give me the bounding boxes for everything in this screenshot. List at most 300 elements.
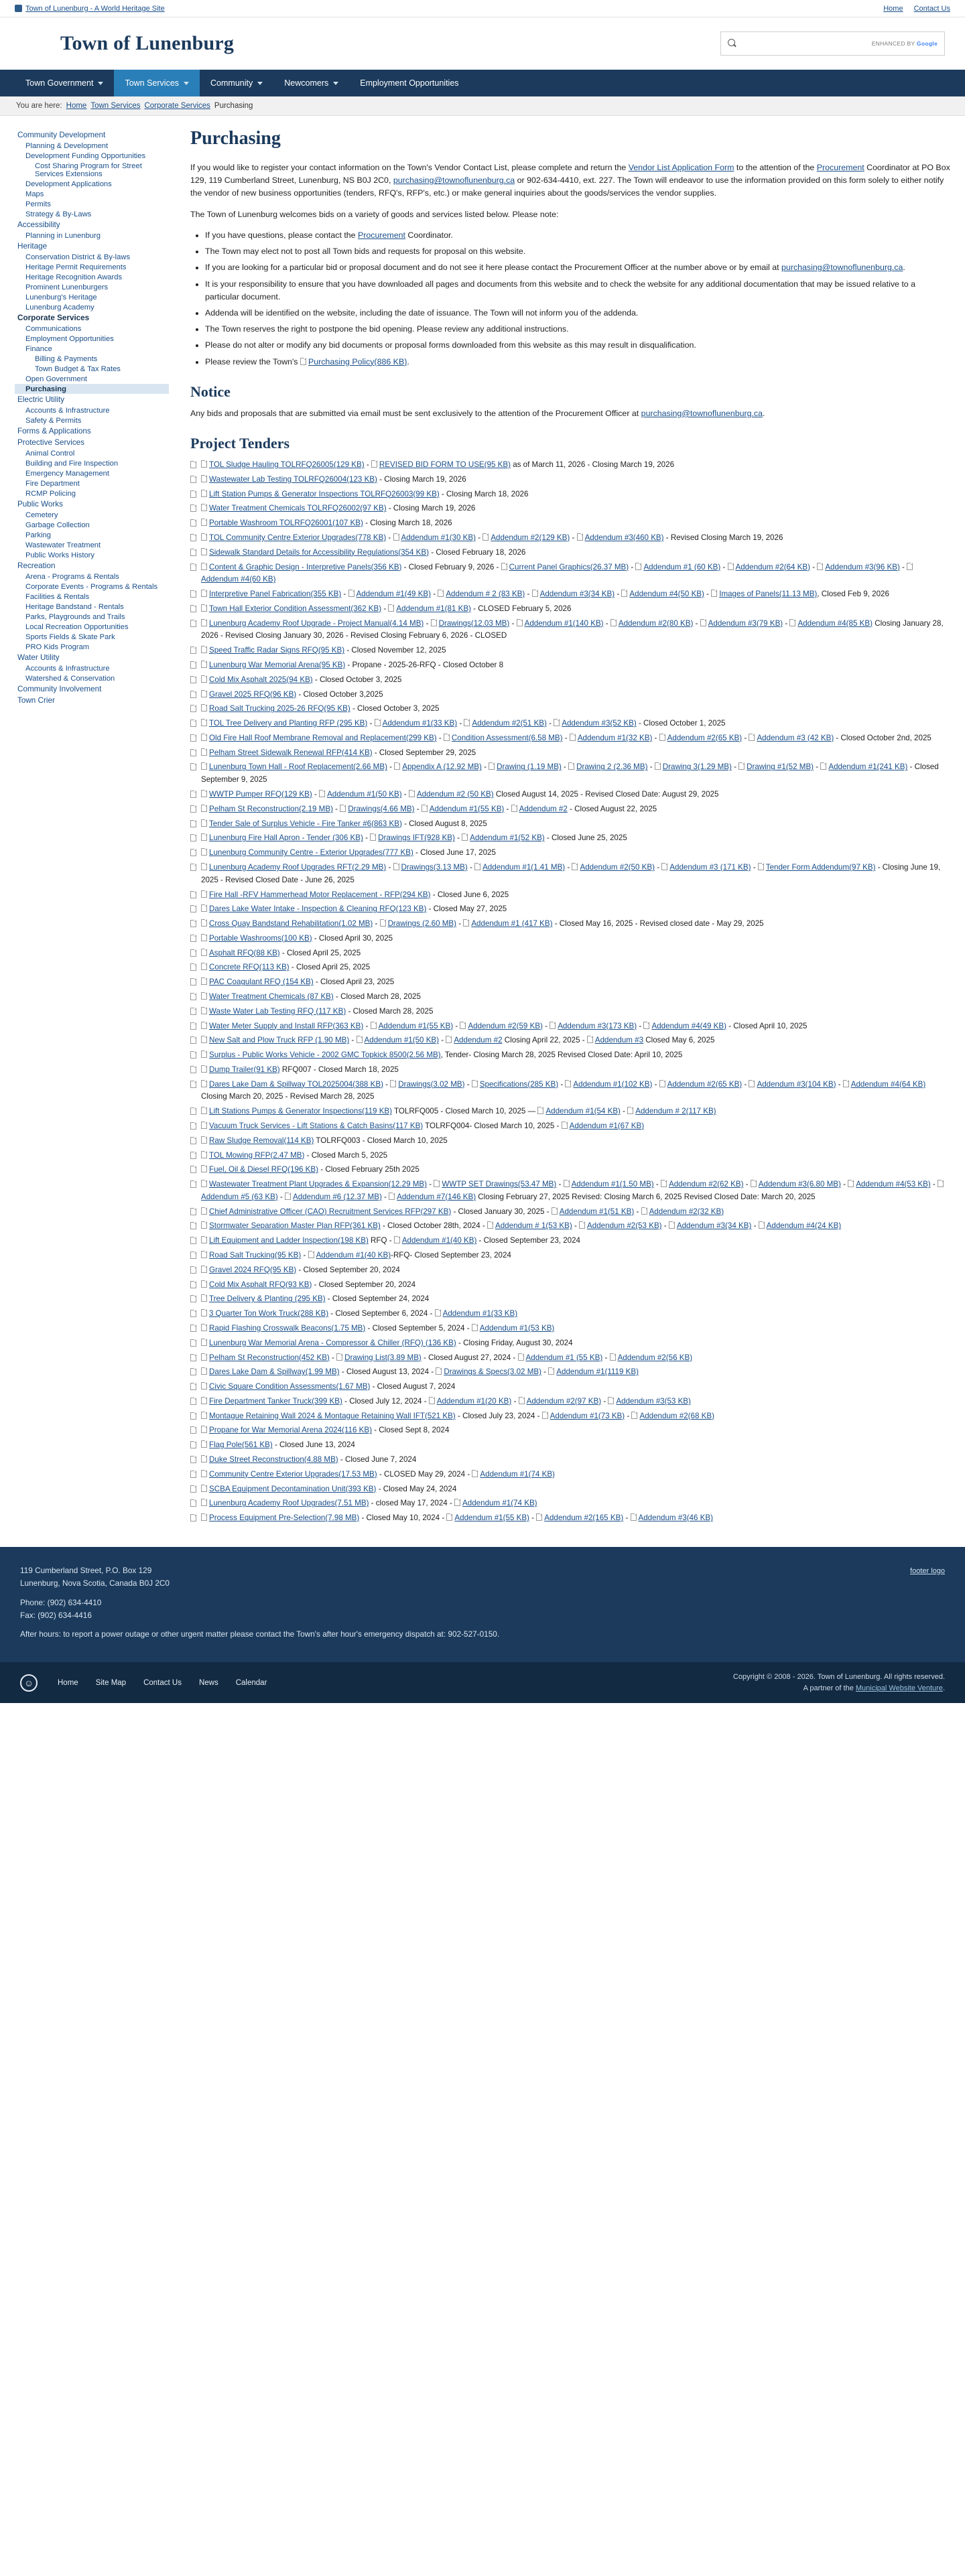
sidebar-item-development-funding-opportunities[interactable]	[15, 151, 169, 161]
list-item: • Addenda will be identified on the website, including the date of issuance. The Town will not inform you of the addenda.	[205, 307, 950, 320]
sidebar-item-public-works-history[interactable]	[15, 550, 169, 560]
tender-document-link[interactable]: Addendum #1(52 KB)	[470, 833, 545, 843]
sidebar-item-permits[interactable]	[15, 199, 169, 209]
tender-document-link[interactable]: Addendum #2(51 KB)	[472, 719, 547, 728]
tender-document-link[interactable]: Portable Washroom TOLRFQ26001(107 KB)	[209, 519, 363, 528]
tender-document-link[interactable]: Addendum #3(173 KB)	[558, 1021, 637, 1030]
tender-document-link[interactable]: Pelham St Reconstruction(452 KB)	[209, 1353, 330, 1362]
utility-link-home[interactable]: Home	[883, 4, 903, 13]
site-brand-link[interactable]	[15, 5, 165, 13]
tender-document-link[interactable]: Addendum #2(56 KB)	[617, 1353, 693, 1362]
tender-document-link[interactable]: Raw Sludge Removal(114 KB)	[209, 1136, 314, 1145]
footer-logo-alt-text[interactable]: footer logo	[910, 1566, 945, 1575]
tender-list-item	[190, 1206, 950, 1219]
tender-document-link[interactable]: Addendum #2 (50 KB)	[416, 790, 494, 799]
tender-document-link[interactable]: Old Fire Hall Roof Membrane Removal and Replacement(299 KB)	[209, 733, 437, 742]
footer-link-site-map[interactable]: Site Map	[95, 1678, 127, 1687]
tender-document-link[interactable]: Addendum #2(62 KB)	[668, 1180, 744, 1189]
tender-list-item	[190, 659, 950, 672]
tender-document-link[interactable]: Addendum # 1(53 KB)	[495, 1221, 572, 1231]
tender-document-link[interactable]: Addendum #1(1119 KB)	[556, 1367, 639, 1377]
project-tenders-list	[190, 459, 950, 1525]
tender-document-link[interactable]: Pelham St Reconstruction(2.19 MB)	[209, 804, 333, 813]
partner-prefix: A partner of the	[803, 1684, 856, 1692]
purchasing-email-link[interactable]: purchasing@townoflunenburg.ca	[393, 176, 515, 186]
pdf-icon	[201, 690, 207, 697]
tender-document-link[interactable]: Water Treatment Chemicals (87 KB)	[209, 992, 334, 1001]
sidebar-item-corporate-events-programs-rentals[interactable]	[15, 582, 169, 592]
search-icon	[728, 39, 737, 48]
tender-document-link[interactable]: Civic Square Condition Assessments(1.67 MB)	[209, 1382, 371, 1392]
tender-document-link[interactable]: Addendum #2(165 KB)	[544, 1513, 624, 1523]
tender-document-link[interactable]: Drawing (1.19 MB)	[497, 762, 562, 772]
tender-document-link[interactable]: PAC Coagulant RFQ (154 KB)	[209, 977, 314, 987]
sidebar-item-label: Planning & Development	[25, 141, 109, 150]
tender-document-link[interactable]: Addendum #2(32 KB)	[649, 1207, 724, 1216]
tender-document-link[interactable]: Drawings(4.66 MB)	[348, 804, 415, 813]
sidebar-item-recreation[interactable]	[15, 560, 169, 571]
tender-document-link[interactable]: Portable Washrooms(100 KB)	[209, 933, 312, 943]
tender-document-link[interactable]: WWTP SET Drawings(53.47 MB)	[442, 1180, 557, 1189]
tender-list-item	[190, 732, 950, 745]
tender-document-link[interactable]: Addendum #1(74 KB)	[480, 1469, 555, 1479]
sidebar-item-accessibility[interactable]	[15, 219, 169, 230]
tender-document-link[interactable]: Content & Graphic Design - Interpretive Panels(356 KB)	[209, 562, 402, 571]
sidebar-item-finance[interactable]	[15, 344, 169, 354]
tender-document-link[interactable]: Addendum #2	[519, 804, 568, 813]
sidebar-item-watershed-conservation[interactable]	[15, 673, 169, 683]
tender-document-link[interactable]: TOL Sludge Hauling TOLRFQ26005(129 KB)	[209, 460, 365, 470]
tender-document-link[interactable]: Addendum #1(1.50 MB)	[571, 1180, 654, 1189]
breadcrumb-item-corporate-services[interactable]: Corporate Services	[144, 102, 210, 110]
pdf-icon	[201, 604, 207, 612]
tender-document-link[interactable]: Addendum #2(59 KB)	[468, 1021, 543, 1030]
tender-document-link[interactable]: Lunenburg Fire Hall Apron - Tender (306 KB)	[209, 833, 363, 843]
sidebar-item-purchasing[interactable]	[15, 384, 169, 394]
sidebar-item-lunenburg-academy[interactable]	[15, 302, 169, 312]
sidebar-item-parking[interactable]	[15, 530, 169, 540]
pdf-icon	[562, 1122, 568, 1129]
tender-document-link[interactable]: Dares Lake Dam & Spillway TOL2025004(388 KB)	[209, 1079, 383, 1089]
tender-text: TOL Mowing RFP(2.47 MB) - Closed March 5, 2025	[201, 1151, 387, 1160]
municipal-website-venture-link[interactable]: Municipal Website Venture	[855, 1684, 943, 1692]
sidebar-item-safety-permits[interactable]	[15, 415, 169, 425]
purchasing-email-link-3[interactable]: purchasing@townoflunenburg.ca	[641, 408, 763, 418]
tender-document-link[interactable]: Vacuum Truck Services - Lift Stations & Catch Basins(117 KB)	[209, 1122, 424, 1130]
tender-document-link[interactable]: 3 Quarter Ton Work Truck(288 KB)	[209, 1309, 329, 1318]
procurement-link[interactable]: Procurement	[816, 163, 864, 172]
tender-list-item	[190, 488, 950, 501]
tender-document-link[interactable]: Dares Lake Dam & Spillway(1.99 MB)	[209, 1367, 340, 1377]
sidebar-item-accounts-infrastructure[interactable]	[15, 663, 169, 673]
sidebar-item-sports-fields-skate-park[interactable]	[15, 632, 169, 642]
utility-link-contact-us[interactable]: Contact Us	[913, 4, 950, 13]
chevron-down-icon	[333, 82, 338, 85]
tender-document-link[interactable]: Sidewalk Standard Details for Accessibility Regulations(354 KB)	[209, 547, 430, 557]
tender-list-item	[190, 1396, 950, 1408]
tender-document-link[interactable]: Tender Sale of Surplus Vehicle - Fire Tanker #6(863 KB)	[209, 819, 402, 828]
tender-text: Rapid Flashing Crosswalk Beacons(1.75 MB) - Closed September 5, 2024 - Addendum #1(53 KB)	[201, 1324, 554, 1333]
sidebar-item-communications[interactable]	[15, 324, 169, 334]
tender-document-link[interactable]: Addendum #3 (171 KB)	[669, 862, 751, 872]
sidebar-item-facilities-rentals[interactable]	[15, 592, 169, 602]
sidebar-item-prominent-lunenburgers[interactable]	[15, 282, 169, 292]
tender-document-link[interactable]: Cross Quay Bandstand Rehabilitation(1.02 MB)	[209, 919, 373, 929]
tender-document-link[interactable]: Images of Panels(11.13 MB)	[719, 590, 818, 599]
tender-document-link[interactable]: Dump Trailer(91 KB)	[209, 1065, 280, 1074]
list-item: • Please do not alter or modify any bid documents or proposal forms downloaded from this website as this may result in disqualification.	[205, 339, 950, 352]
sidebar-item-strategy-by-laws[interactable]	[15, 209, 169, 219]
pdf-icon	[389, 1193, 395, 1200]
tender-document-link[interactable]: Addendum #4(49 KB)	[651, 1021, 726, 1030]
tender-document-link[interactable]: Road Salt Trucking(95 KB)	[209, 1251, 302, 1260]
tender-document-link[interactable]: Addendum #3(96 KB)	[825, 562, 900, 571]
tender-document-link[interactable]: Wastewater Treatment Plant Upgrades & Expansion(12.29 MB)	[209, 1180, 427, 1189]
pdf-icon	[375, 719, 381, 726]
pdf-icon	[661, 1180, 667, 1187]
tender-document-link[interactable]: Addendum #1(53 KB)	[479, 1323, 555, 1333]
tender-document-link[interactable]: Stormwater Separation Master Plan RFP(361 KB)	[209, 1221, 381, 1231]
tender-document-link[interactable]: Addendum #1(20 KB)	[436, 1396, 512, 1406]
tender-document-link[interactable]: SCBA Equipment Decontamination Unit(393 KB)	[209, 1484, 377, 1493]
tender-document-link[interactable]: Concrete RFQ(113 KB)	[209, 963, 290, 972]
tender-document-link[interactable]: Waste Water Lab Testing RFQ (117 KB)	[209, 1006, 346, 1016]
tender-document-link[interactable]: Process Equipment Pre-Selection(7.98 MB)	[209, 1513, 360, 1523]
nav-item-town-government[interactable]	[15, 70, 114, 96]
tender-text: Civic Square Condition Assessments(1.67 MB) - Closed August 7, 2024	[201, 1382, 455, 1391]
pdf-icon	[190, 1137, 196, 1144]
tender-document-link[interactable]: Addendum #1(241 KB)	[828, 762, 908, 772]
pdf-icon	[201, 1221, 207, 1229]
tender-document-link[interactable]: Lunenburg Academy Roof Upgrades(7.51 MB)	[209, 1499, 369, 1508]
tender-document-link[interactable]: Addendum #1(67 KB)	[569, 1122, 645, 1130]
tender-document-link[interactable]: Addendum # 2(117 KB)	[635, 1107, 716, 1116]
tender-document-link[interactable]: Addendum #1 (55 KB)	[525, 1353, 603, 1362]
tender-document-link[interactable]: Addendum #1(81 KB)	[396, 604, 471, 613]
sidebar-item-maps[interactable]	[15, 189, 169, 199]
tender-list-item	[190, 618, 950, 643]
tender-document-link[interactable]: Addendum #4(85 KB)	[797, 618, 873, 628]
sidebar-item-heritage-permit-requirements[interactable]	[15, 262, 169, 272]
sidebar-item-cost-sharing-program-for-street-services-extensions[interactable]	[15, 161, 169, 179]
tender-document-link[interactable]: Tree Delivery & Planting (295 KB)	[209, 1294, 326, 1304]
tender-document-link[interactable]: Duke Street Reconstruction(4.88 MB)	[209, 1454, 338, 1464]
breadcrumb-item-town-services[interactable]: Town Services	[90, 102, 141, 110]
tender-document-link[interactable]: Pelham Street Sidewalk Renewal RFP(414 KB)	[209, 748, 373, 757]
tender-document-link[interactable]: Addendum #1(55 KB)	[454, 1513, 529, 1523]
pdf-icon	[542, 1412, 548, 1419]
nav-item-town-services[interactable]	[114, 70, 200, 96]
tender-document-link[interactable]: Flag Pole(561 KB)	[209, 1440, 273, 1450]
pdf-icon	[190, 993, 196, 1000]
tender-document-link[interactable]: Town Hall Exterior Condition Assessment(362 KB)	[209, 604, 382, 613]
tender-document-link[interactable]: TOL Mowing RFP(2.47 MB)	[209, 1150, 305, 1160]
breadcrumb-item-home[interactable]: Home	[66, 102, 87, 110]
sidebar-item-electric-utility[interactable]	[15, 394, 169, 405]
tender-document-link[interactable]: Addendum #4(60 KB)	[201, 575, 276, 584]
tender-document-link[interactable]: Addendum #4(50 KB)	[629, 590, 704, 599]
tender-document-link[interactable]: Addendum #1 (60 KB)	[643, 562, 721, 571]
sidebar-item-heritage-recognition-awards[interactable]	[15, 272, 169, 282]
tender-document-link[interactable]: Addendum #2(64 KB)	[735, 562, 810, 571]
sidebar-item-open-government[interactable]	[15, 374, 169, 384]
pdf-icon	[190, 1281, 196, 1288]
tender-document-link[interactable]: Rapid Flashing Crosswalk Beacons(1.75 MB)	[209, 1323, 366, 1333]
tender-document-link[interactable]: Addendum #3(104 KB)	[757, 1079, 836, 1089]
tender-document-link[interactable]: Addendum #2(80 KB)	[618, 618, 694, 628]
project-tenders-heading: Project Tenders	[190, 435, 290, 452]
tender-document-link[interactable]: Drawings(12.03 MB)	[438, 618, 510, 628]
accessibility-icon[interactable]: ☺	[20, 1674, 38, 1692]
tender-document-link[interactable]: Condition Assessment(6.58 MB)	[451, 733, 563, 742]
sidebar-item-label: Public Works History	[25, 551, 94, 559]
tender-document-link[interactable]: Addendum #3	[594, 1036, 644, 1045]
sidebar-item-heritage-bandstand-rentals[interactable]	[15, 602, 169, 612]
tender-list-item	[190, 947, 950, 960]
tender-document-link[interactable]: Lunenburg War Memorial Arena - Compressor & Chiller (RFQ) (136 KB)	[209, 1338, 456, 1347]
sidebar-item-arena-programs-rentals[interactable]	[15, 571, 169, 582]
nav-item-newcomers[interactable]	[273, 70, 349, 96]
nav-item-employment-opportunities[interactable]	[349, 70, 469, 96]
sidebar-item-protective-services[interactable]	[15, 437, 169, 448]
tender-document-link[interactable]: Addendum #4(24 KB)	[766, 1221, 842, 1231]
tender-document-link[interactable]: Addendum #1 (417 KB)	[471, 919, 553, 929]
tender-document-link[interactable]: Fuel, Oil & Diesel RFQ(196 KB)	[209, 1165, 319, 1174]
tender-document-link[interactable]: Gravel 2025 RFQ(96 KB)	[209, 689, 297, 699]
tender-document-link[interactable]: Cold Mix Asphalt RFQ(93 KB)	[209, 1280, 312, 1289]
tender-document-link[interactable]: Dares Lake Water Intake - Inspection & Cleaning RFQ(123 KB)	[209, 904, 427, 914]
sidebar-item-community-involvement[interactable]	[15, 683, 169, 695]
tender-document-link[interactable]: Addendum #3(34 KB)	[676, 1221, 752, 1231]
tender-document-link[interactable]: Addendum #1(33 KB)	[382, 719, 458, 728]
tender-document-link[interactable]: Community Centre Exterior Upgrades(17.53 MB)	[209, 1469, 377, 1479]
sidebar-item-billing-payments[interactable]	[15, 354, 169, 364]
tender-document-link[interactable]: Lunenburg Academy Roof Upgrades RFT(2.29 MB)	[209, 862, 387, 872]
sidebar-item-pro-kids-program[interactable]	[15, 642, 169, 652]
tender-document-link[interactable]: Addendum #1(40 KB)	[401, 1236, 477, 1245]
pdf-icon	[848, 1180, 854, 1187]
tender-document-link[interactable]: Addendum #1(50 KB)	[364, 1036, 440, 1045]
sidebar-item-community-development[interactable]	[15, 129, 169, 141]
tender-document-link[interactable]: Drawing 3(1.29 MB)	[662, 762, 732, 772]
pdf-icon	[938, 1180, 944, 1187]
tender-document-link[interactable]: Cold Mix Asphalt 2025(94 KB)	[209, 675, 313, 684]
tender-document-link[interactable]: Chief Administrative Officer (CAO) Recruitment Services RFP(297 KB)	[209, 1207, 452, 1216]
tender-document-link[interactable]: Tender Form Addendum(97 KB)	[765, 862, 876, 872]
sidebar-item-employment-opportunities[interactable]	[15, 334, 169, 344]
tender-document-link[interactable]: Lunenburg Community Centre - Exterior Upgrades(777 KB)	[209, 848, 413, 858]
tender-document-link[interactable]: Lunenburg War Memorial Arena(95 KB)	[209, 661, 346, 669]
tender-document-link[interactable]: Surplus - Public Works Vehicle - 2002 GMC Topkick 8500(2.56 MB)	[209, 1050, 441, 1060]
tender-document-link[interactable]: Fire Hall -RFV Hammerhead Motor Replacement - RFP(294 KB)	[209, 890, 431, 899]
tender-document-link[interactable]: Drawings & Specs(3.02 MB)	[444, 1367, 541, 1377]
sidebar-item-label: PRO Kids Program	[25, 642, 90, 651]
tender-document-link[interactable]: Addendum #1(32 KB)	[577, 733, 653, 742]
tender-document-link[interactable]: Addendum #1(55 KB)	[429, 804, 505, 813]
tender-document-link[interactable]: Addendum #3 (42 KB)	[757, 733, 834, 742]
tender-document-link[interactable]: Addendum #4(53 KB)	[856, 1180, 931, 1189]
tender-document-link[interactable]: Road Salt Trucking 2025-26 RFQ(95 KB)	[209, 704, 350, 714]
brand-link-label[interactable]: Town of Lunenburg - A World Heritage Site	[25, 4, 165, 13]
tender-text: Cold Mix Asphalt 2025(94 KB) - Closed October 3, 2025	[201, 675, 401, 684]
tender-document-link[interactable]: Addendum #1(50 KB)	[327, 790, 402, 799]
tender-document-link[interactable]: Current Panel Graphics(26.37 MB)	[509, 562, 629, 571]
tender-document-link[interactable]: Addendum #3(34 KB)	[539, 590, 615, 599]
sidebar-item-wastewater-treatment[interactable]	[15, 540, 169, 550]
tender-document-link[interactable]: Addendum #3(6.80 MB)	[758, 1180, 841, 1189]
tender-list-item	[190, 818, 950, 831]
tender-document-link[interactable]: Drawing #1(52 MB)	[747, 762, 814, 772]
sidebar-item-local-recreation-opportunities[interactable]	[15, 622, 169, 632]
footer-link-contact-us[interactable]: Contact Us	[143, 1678, 182, 1687]
tender-document-link[interactable]: Appendix A (12.92 MB)	[402, 762, 482, 772]
purchasing-policy-link[interactable]: Purchasing Policy(886 KB)	[308, 356, 407, 366]
sidebar-item-building-and-fire-inspection[interactable]	[15, 458, 169, 468]
tender-document-link[interactable]: Lift Equipment and Ladder Inspection(198 KB)	[209, 1236, 369, 1245]
sidebar-item-town-crier[interactable]	[15, 695, 169, 706]
footer-link-home[interactable]: Home	[58, 1678, 78, 1687]
tender-document-link[interactable]: Addendum #1(55 KB)	[378, 1021, 454, 1030]
tender-document-link[interactable]: Addendum #2(53 KB)	[587, 1221, 662, 1231]
tender-text: Portable Washroom TOLRFQ26001(107 KB) - Closing March 18, 2026	[201, 519, 452, 527]
tender-document-link[interactable]: Addendum #2(97 KB)	[526, 1396, 602, 1406]
pdf-icon	[454, 1499, 460, 1506]
tender-document-link[interactable]: Addendum #5 (63 KB)	[201, 1192, 278, 1201]
pdf-icon	[655, 762, 661, 770]
footer-link-calendar[interactable]: Calendar	[235, 1678, 267, 1687]
tender-document-link[interactable]: Drawings(3.02 MB)	[398, 1079, 465, 1089]
tender-document-link[interactable]: Addendum #3(46 KB)	[638, 1513, 713, 1523]
sidebar-item-cemetery[interactable]	[15, 510, 169, 520]
tender-text: Tender Sale of Surplus Vehicle - Fire Tanker #6(863 KB) - Closed August 8, 2025	[201, 819, 487, 828]
tender-document-link[interactable]: Addendum #1(40 KB)	[316, 1251, 391, 1260]
tender-document-link[interactable]: Addendum #1(49 KB)	[356, 590, 432, 599]
tender-document-link[interactable]: Gravel 2024 RFQ(95 KB)	[209, 1265, 297, 1274]
procurement-coordinator-link[interactable]: Procurement	[358, 230, 405, 240]
pdf-icon	[190, 720, 196, 727]
tender-document-link[interactable]: Lift Station Pumps & Generator Inspections TOLRFQ26003(99 KB)	[209, 489, 440, 498]
tender-document-link[interactable]: Addendum #1(73 KB)	[550, 1411, 625, 1420]
tender-document-link[interactable]: WWTP Pumper RFQ(129 KB)	[209, 790, 312, 799]
tender-document-link[interactable]: Addendum #1(33 KB)	[442, 1309, 518, 1318]
tender-document-link[interactable]: Addendum #2(65 KB)	[667, 733, 743, 742]
tender-document-link[interactable]: Montague Retaining Wall 2024 & Montague Retaining Wall IFT(521 KB)	[209, 1411, 456, 1420]
sidebar-item-emergency-management[interactable]	[15, 468, 169, 478]
tender-document-link[interactable]: Water Treatment Chemicals TOLRFQ26002(97 KB)	[209, 504, 387, 513]
tender-document-link[interactable]: Interpretive Panel Fabrication(355 KB)	[209, 590, 342, 599]
tender-document-link[interactable]: Addendum #2(68 KB)	[639, 1411, 714, 1420]
tender-document-link[interactable]: TOL Tree Delivery and Planting RFP (295 KB)	[209, 719, 368, 728]
tender-document-link[interactable]: Asphalt RFQ(88 KB)	[209, 948, 280, 957]
tender-document-link[interactable]: Addendum #3(460 KB)	[584, 533, 664, 542]
sidebar-item-conservation-district-by-laws[interactable]	[15, 252, 169, 262]
tender-document-link[interactable]: New Salt and Plow Truck RFP (1.90 MB)	[209, 1036, 350, 1045]
tender-document-link[interactable]: Addendum #1(51 KB)	[559, 1207, 635, 1216]
tender-document-link[interactable]: Addendum #1(74 KB)	[462, 1499, 537, 1508]
tender-document-link[interactable]: Water Meter Supply and Install RFP(363 KB)	[209, 1021, 364, 1030]
sidebar-item-label: Facilities & Rentals	[25, 592, 90, 601]
tender-document-link[interactable]: Addendum #3(52 KB)	[562, 719, 637, 728]
tender-document-link[interactable]: Drawing 2 (2.36 MB)	[576, 762, 648, 772]
tender-document-link[interactable]: Drawings(3.13 MB)	[401, 862, 468, 872]
tender-document-link[interactable]: Addendum #3(53 KB)	[616, 1396, 691, 1406]
sidebar-item-planning-development[interactable]	[15, 141, 169, 151]
tender-document-link[interactable]: Addendum #2(129 KB)	[491, 533, 570, 542]
nav-item-community[interactable]	[200, 70, 273, 96]
purchasing-email-link-2[interactable]: purchasing@townoflunenburg.ca	[781, 263, 903, 273]
tender-document-link[interactable]: Speed Traffic Radar Signs RFQ(95 KB)	[209, 646, 345, 655]
tender-document-link[interactable]: Addendum #6 (12.37 MB)	[293, 1192, 382, 1201]
site-search[interactable]	[720, 31, 945, 56]
sidebar-item-development-applications[interactable]	[15, 179, 169, 189]
tender-document-link[interactable]: Addendum #1(102 KB)	[573, 1079, 653, 1089]
tender-document-link[interactable]: Drawing List(3.89 MB)	[344, 1353, 422, 1362]
tender-document-link[interactable]: TOL Community Centre Exterior Upgrades(778 KB)	[209, 533, 387, 542]
sidebar-item-animal-control[interactable]	[15, 448, 169, 458]
pdf-icon	[201, 519, 207, 526]
sidebar-item-rcmp-policing[interactable]	[15, 488, 169, 498]
footer-link-news[interactable]: News	[198, 1678, 218, 1687]
footer-copyright	[733, 1672, 945, 1694]
tender-document-link[interactable]: Addendum #2(65 KB)	[667, 1079, 743, 1089]
sidebar-item-lunenburg-s-heritage[interactable]	[15, 292, 169, 302]
sidebar-item-fire-department[interactable]	[15, 478, 169, 488]
pdf-icon	[190, 1180, 196, 1188]
tender-document-link[interactable]: Addendum #1(30 KB)	[401, 533, 476, 542]
sidebar-item-planning-in-lunenburg[interactable]	[15, 230, 169, 241]
tender-document-link[interactable]: Addendum #3(79 KB)	[708, 618, 783, 628]
sidebar-item-accounts-infrastructure[interactable]	[15, 405, 169, 415]
tender-document-link[interactable]: Wastewater Lab Testing TOLRFQ26004(123 KB)	[209, 474, 377, 484]
tender-list-item	[190, 991, 950, 1004]
tender-document-link[interactable]: Lunenburg Academy Roof Upgrade - Project Manual(4.14 MB)	[209, 618, 424, 628]
tender-document-link[interactable]: Addendum #1(54 KB)	[545, 1107, 621, 1116]
tender-document-link[interactable]: Propane for War Memorial Arena 2024(116 KB)	[209, 1426, 372, 1435]
tender-document-link[interactable]: Addendum #2(50 KB)	[580, 862, 655, 872]
tender-document-link[interactable]: REVISED BID FORM TO USE(95 KB)	[379, 460, 511, 470]
tender-document-link[interactable]: Fire Department Tanker Truck(399 KB)	[209, 1396, 342, 1406]
pdf-icon	[190, 949, 196, 957]
sidebar-item-garbage-collection[interactable]	[15, 520, 169, 530]
tender-document-link[interactable]: Specifications(285 KB)	[479, 1079, 559, 1089]
footer-after-hours: After hours: to report a power outage or other urgent matter please contact the Town's after hour's emergency dispatch at: 902-527-0150.	[20, 1629, 500, 1639]
tender-document-link[interactable]: Addendum #7(146 KB)	[397, 1192, 476, 1201]
search-input[interactable]	[743, 38, 866, 49]
sidebar-item-forms-applications[interactable]	[15, 425, 169, 437]
tender-document-link[interactable]: Drawings IFT(928 KB)	[378, 833, 455, 843]
pdf-icon	[201, 963, 207, 970]
tender-document-link[interactable]: Addendum #4(64 KB)	[850, 1079, 926, 1089]
pdf-icon	[422, 805, 428, 812]
vendor-list-application-form-link[interactable]: Vendor List Application Form	[628, 163, 734, 172]
tender-document-link[interactable]: Addendum #1(140 KB)	[524, 618, 604, 628]
tender-document-link[interactable]: Addendum # 2 (83 KB)	[446, 590, 525, 599]
tender-document-link[interactable]: Lunenburg Town Hall - Roof Replacement(2.66 MB)	[209, 762, 387, 772]
sidebar-item-heritage[interactable]	[15, 241, 169, 252]
tender-list-item	[190, 1249, 950, 1262]
sidebar-item-corporate-services[interactable]	[15, 312, 169, 324]
tender-document-link[interactable]: Addendum #1(1.41 MB)	[482, 862, 566, 872]
sidebar-item-parks-playgrounds-and-trails[interactable]	[15, 612, 169, 622]
sidebar-item-water-utility[interactable]	[15, 652, 169, 663]
tender-document-link[interactable]: Drawings (2.60 MB)	[387, 919, 457, 929]
pdf-icon	[907, 563, 913, 570]
tender-document-link[interactable]: Lift Stations Pumps & Generator Inspections(119 KB)	[209, 1107, 393, 1116]
pdf-icon	[201, 1353, 207, 1361]
sidebar-item-public-works[interactable]	[15, 498, 169, 510]
sidebar-item-town-budget-tax-rates[interactable]	[15, 364, 169, 374]
tender-document-link[interactable]: Addendum #2	[454, 1036, 503, 1045]
